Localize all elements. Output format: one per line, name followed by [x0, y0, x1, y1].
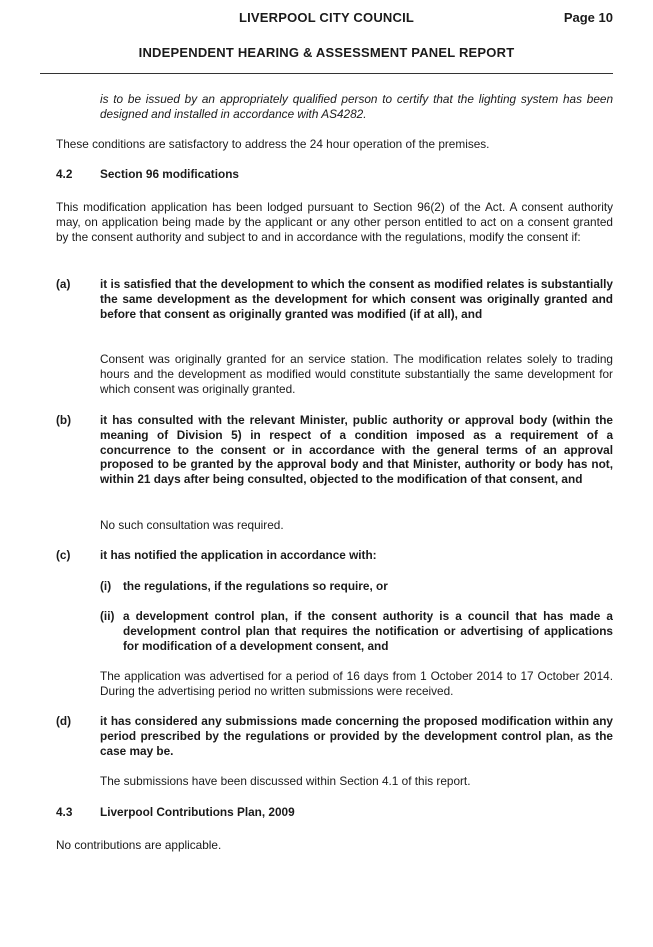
section-4-3-title: Liverpool Contributions Plan, 2009 [100, 805, 295, 819]
section-4-2-title: Section 96 modifications [100, 167, 239, 181]
council-name: LIVERPOOL CITY COUNCIL [238, 10, 415, 25]
item-c-response: The application was advertised for a period of 16 days from 1 October 2014 to 17 October 2014. During the advertising period no written submissions were received. [100, 669, 613, 698]
item-c-ii-text: a development control plan, if the consent authority is a council that has made a development control plan that requires the notification or advertising of applications for modification of a development consent, and [123, 609, 613, 653]
item-a-text: it is satisfied that the development to which the consent as modified relates is substantially the same development as the development for which consent was originally granted and before that consent as originally granted was modified (if at all), and [100, 277, 613, 321]
item-b-label: (b) [56, 413, 72, 427]
lighting-condition-text: is to be issued by an appropriately qualified person to certify that the lighting system has been designed and installed in accordance with AS4282. [100, 92, 613, 121]
item-b-response: No such consultation was required. [100, 518, 284, 532]
item-c-i-text: the regulations, if the regulations so require, or [123, 579, 388, 593]
item-a-label: (a) [56, 277, 71, 291]
report-title: INDEPENDENT HEARING & ASSESSMENT PANEL REPORT [138, 45, 515, 60]
item-c-label: (c) [56, 548, 71, 562]
section-4-2-intro: This modification application has been lodged pursuant to Section 96(2) of the Act. A consent authority may, on application being made by the applicant or any other person entitled to act on a consent granted by the consent authority and subject to and in accordance with the regulations, modify the consent if: [56, 200, 613, 244]
section-4-2-number: 4.2 [56, 167, 73, 181]
item-a-response: Consent was originally granted for an service station. The modification relates solely to trading hours and the development as modified would constitute substantially the same development for which consent was originally granted. [100, 352, 613, 396]
item-c-ii-label: (ii) [100, 609, 115, 623]
item-c-i-label: (i) [100, 579, 112, 593]
conditions-summary: These conditions are satisfactory to address the 24 hour operation of the premises. [56, 137, 490, 151]
item-d-text: it has considered any submissions made concerning the proposed modification within any period prescribed by the regulations or provided by the development control plan, as the case may be. [100, 714, 613, 758]
item-d-label: (d) [56, 714, 72, 728]
section-4-3-text: No contributions are applicable. [56, 838, 222, 852]
page-number: Page 10 [563, 10, 613, 25]
item-d-response: The submissions have been discussed within Section 4.1 of this report. [100, 774, 471, 788]
item-b-text: it has consulted with the relevant Minister, public authority or approval body (within the meaning of Division 5) in respect of a condition imposed as a requirement of a concurrence to the consent or in accordance with the general terms of an approval proposed to be granted by the approval body and that Minister, authority or body has not, within 21 days after being consulted, objected to the modification of that consent, and [100, 413, 613, 487]
section-4-3-number: 4.3 [56, 805, 73, 819]
item-c-text: it has notified the application in accordance with: [100, 548, 377, 562]
header-divider [40, 73, 613, 74]
